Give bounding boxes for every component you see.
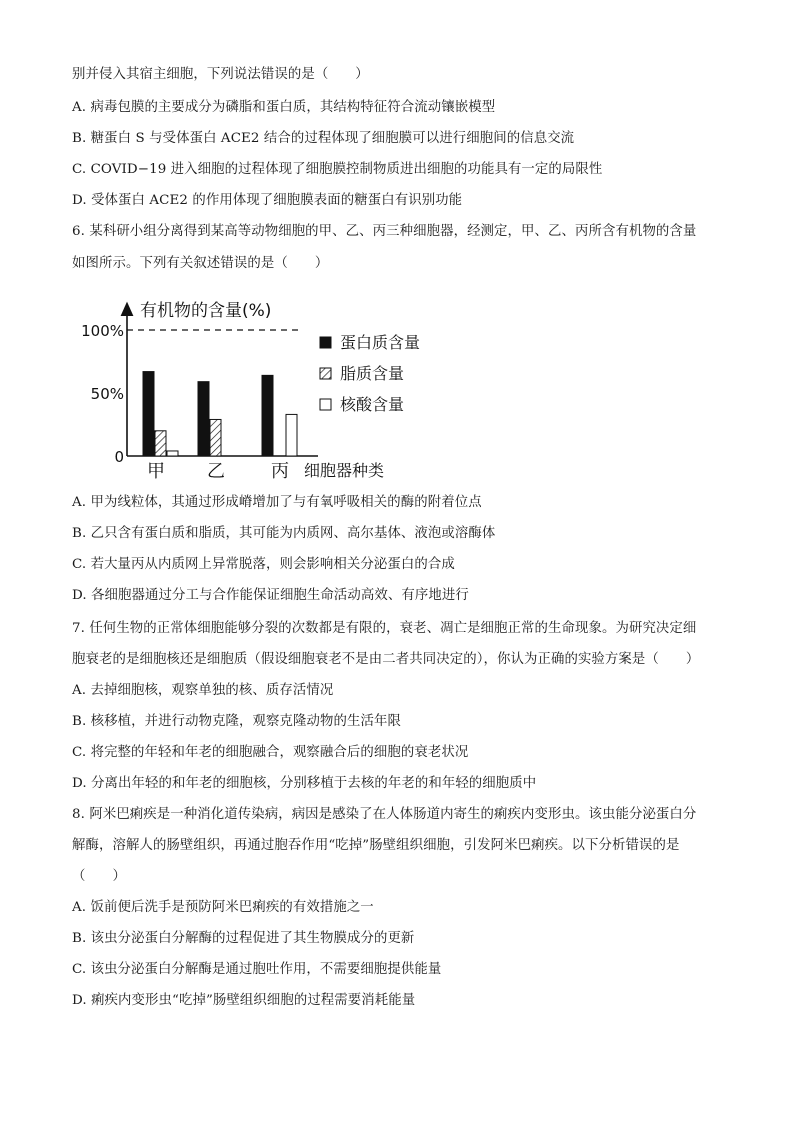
- q6-option-c: C. 若大量丙从内质网上异常脱落，则会影响相关分泌蛋白的合成: [72, 557, 455, 572]
- legend-label: 脂质含量: [340, 364, 405, 383]
- q8-option-a: A. 饭前便后洗手是预防阿米巴痢疾的有效措施之一: [72, 900, 374, 915]
- q6-stem-line-1: 6. 某科研小组分离得到某高等动物细胞的甲、乙、丙三种细胞器，经测定，甲、乙、丙所含有机物的含量: [72, 224, 697, 239]
- q5-stem-tail: 别并侵入其宿主细胞，下列说法错误的是（ ）: [72, 67, 369, 82]
- q8-stem-line-1: 8. 阿米巴痢疾是一种消化道传染病，病因是感染了在人体肠道内寄生的痢疾内变形虫。该虫能分泌蛋白分: [72, 807, 697, 822]
- y-axis-label: 有机物的含量(%): [140, 301, 272, 321]
- q7-option-d: D. 分离出年轻的和年老的细胞核，分别移植于去核的年老的和年轻的细胞质中: [72, 776, 537, 791]
- x-category-label: 丙: [271, 461, 289, 482]
- y-tick-label: 0: [114, 448, 124, 466]
- q8-option-c: C. 该虫分泌蛋白分解酶是通过胞吐作用，不需要细胞提供能量: [72, 962, 442, 977]
- bar-乙-蛋白质含量: [198, 382, 209, 456]
- q8-stem-line-3: （ ）: [72, 869, 126, 884]
- q5-option-a: A. 病毒包膜的主要成分为磷脂和蛋白质，其结构特征符合流动镶嵌模型: [72, 100, 496, 115]
- y-tick-label: 100%: [81, 322, 124, 340]
- q7-stem-line-2: 胞衰老的是细胞核还是细胞质（假设细胞衰老不是由二者共同决定的），你认为正确的实验方案是（ ）: [72, 652, 700, 667]
- q5-option-b: B. 糖蛋白 S 与受体蛋白 ACE2 结合的过程体现了细胞膜可以进行细胞间的信息交流: [72, 131, 575, 146]
- q5-option-d: D. 受体蛋白 ACE2 的作用体现了细胞膜表面的糖蛋白有识别功能: [72, 193, 463, 208]
- q7-option-c: C. 将完整的年轻和年老的细胞融合，观察融合后的细胞的衰老状况: [72, 745, 469, 760]
- q7-stem-line-1: 7. 任何生物的正常体细胞能够分裂的次数都是有限的，衰老、凋亡是细胞正常的生命现象。为研究决定细: [72, 621, 697, 636]
- bar-甲-脂质含量: [155, 431, 166, 456]
- bar-丙-核酸含量: [286, 414, 297, 456]
- q8-option-b: B. 该虫分泌蛋白分解酶的过程促进了其生物膜成分的更新: [72, 931, 415, 946]
- bar-丙-蛋白质含量: [262, 375, 273, 456]
- legend-swatch: [320, 337, 331, 348]
- legend-swatch: [320, 399, 331, 410]
- legend-label: 核酸含量: [340, 395, 405, 414]
- y-tick-label: 50%: [90, 385, 124, 403]
- x-category-label: 乙: [207, 461, 225, 482]
- bar-乙-脂质含量: [210, 419, 221, 456]
- legend-label: 蛋白质含量: [340, 333, 421, 352]
- legend-swatch: [320, 368, 331, 379]
- q6-stem-line-2: 如图所示。下列有关叙述错误的是（ ）: [72, 256, 329, 271]
- q6-option-d: D. 各细胞器通过分工与合作能保证细胞生命活动高效、有序地进行: [72, 588, 469, 603]
- q8-stem-line-2: 解酶，溶解人的肠壁组织，再通过胞吞作用“吃掉”肠壁组织细胞，引发阿米巴痢疾。以下分析错误的是: [72, 838, 680, 853]
- q8-option-d: D. 痢疾内变形虫“吃掉”肠壁组织细胞的过程需要消耗能量: [72, 993, 416, 1008]
- q6-option-b: B. 乙只含有蛋白质和脂质，其可能为内质网、高尔基体、液泡或溶酶体: [72, 526, 496, 541]
- q7-option-b: B. 核移植，并进行动物克隆，观察克隆动物的生活年限: [72, 714, 401, 729]
- bar-甲-蛋白质含量: [143, 372, 154, 456]
- q5-option-c: C. COVID−19 进入细胞的过程体现了细胞膜控制物质进出细胞的功能具有一定的局限性: [72, 162, 603, 177]
- x-axis-label: 细胞器种类: [304, 461, 385, 480]
- x-category-label: 甲: [147, 461, 165, 482]
- q6-option-a: A. 甲为线粒体，其通过形成嵴增加了与有氧呼吸相关的酶的附着位点: [72, 495, 482, 510]
- bar-甲-核酸含量: [167, 451, 178, 456]
- q7-option-a: A. 去掉细胞核，观察单独的核、质存活情况: [72, 683, 334, 698]
